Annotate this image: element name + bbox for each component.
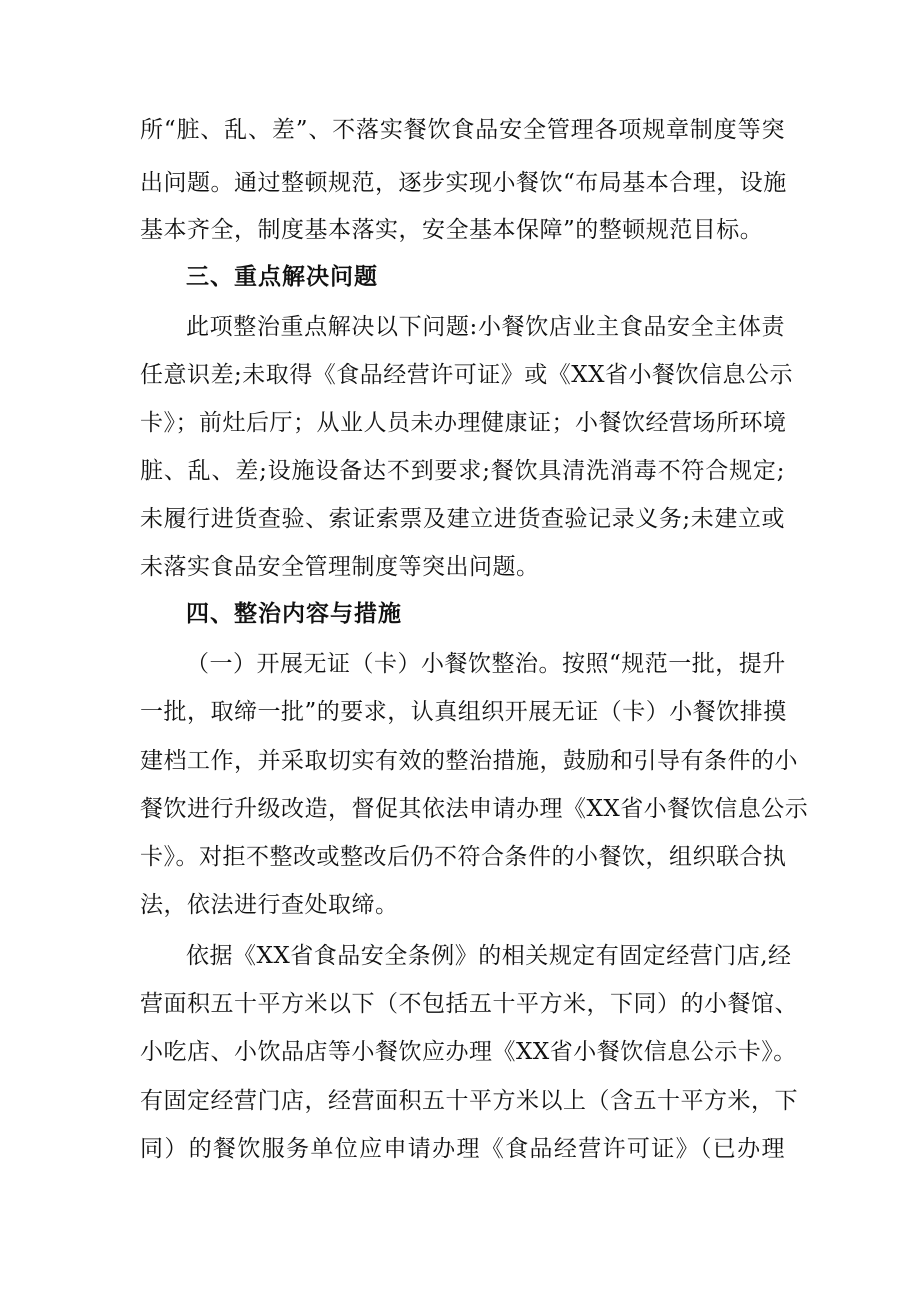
paragraph-4-line-2: 营面积五十平方米以下（不包括五十平方米，下同）的小餐馆、 xyxy=(140,991,798,1017)
paragraph-4-line-3: 小吃店、小饮品店等小餐饮应办理《XX省小餐饮信息公示卡》。 xyxy=(140,1039,797,1065)
paragraph-4-line-1: 依据《XX省食品安全条例》的相关规定有固定经营门店,经 xyxy=(186,943,792,969)
paragraph-2-line-5: 未履行进货查验、索证索票及建立进货查验记录义务;未建立或 xyxy=(140,506,785,532)
paragraph-3-line-6: 法，依法进行查处取缔。 xyxy=(140,892,399,918)
section-heading-3: 三、重点解决问题 xyxy=(186,264,378,290)
paragraph-2-line-1: 此项整治重点解决以下问题:小餐饮店业主食品安全主体责 xyxy=(186,314,785,340)
paragraph-2-line-4: 脏、乱、差;设施设备达不到要求;餐饮具清洗消毒不符合规定; xyxy=(140,458,785,484)
paragraph-4-line-5: 同）的餐饮服务单位应申请办理《食品经营许可证》（已办理 xyxy=(140,1136,785,1162)
paragraph-2-line-2: 任意识差;未取得《食品经营许可证》或《XX省小餐饮信息公示 xyxy=(140,362,793,388)
section-heading-4: 四、整治内容与措施 xyxy=(186,601,402,627)
paragraph-1-line-2: 出问题。通过整顿规范，逐步实现小餐饮“布局基本合理，设施 xyxy=(140,170,787,196)
paragraph-1-line-1: 所“脏、乱、差”、不落实餐饮食品安全管理各项规章制度等突 xyxy=(140,117,785,143)
paragraph-3-line-1: （一）开展无证（卡）小餐饮整治。按照“规范一批，提升 xyxy=(186,651,786,677)
paragraph-4-line-4: 有固定经营门店，经营面积五十平方米以上（含五十平方米，下 xyxy=(140,1088,798,1114)
paragraph-1-line-3: 基本齐全，制度基本落实，安全基本保障”的整顿规范目标。 xyxy=(140,217,764,243)
paragraph-2-line-3: 卡》；前灶后厅；从业人员未办理健康证；小餐饮经营场所环境 xyxy=(140,410,787,436)
paragraph-3-line-2: 一批，取缔一批”的要求，认真组织开展无证（卡）小餐饮排摸 xyxy=(140,699,787,725)
paragraph-2-line-6: 未落实食品安全管理制度等突出问题。 xyxy=(140,554,540,580)
paragraph-3-line-3: 建档工作，并采取切实有效的整治措施，鼓励和引导有条件的小 xyxy=(140,748,798,774)
paragraph-3-line-5: 卡》。对拒不整改或整改后仍不符合条件的小餐饮，组织联合执 xyxy=(140,844,787,870)
paragraph-3-line-4: 餐饮进行升级改造，督促其依法申请办理《XX省小餐饮信息公示 xyxy=(140,796,809,822)
